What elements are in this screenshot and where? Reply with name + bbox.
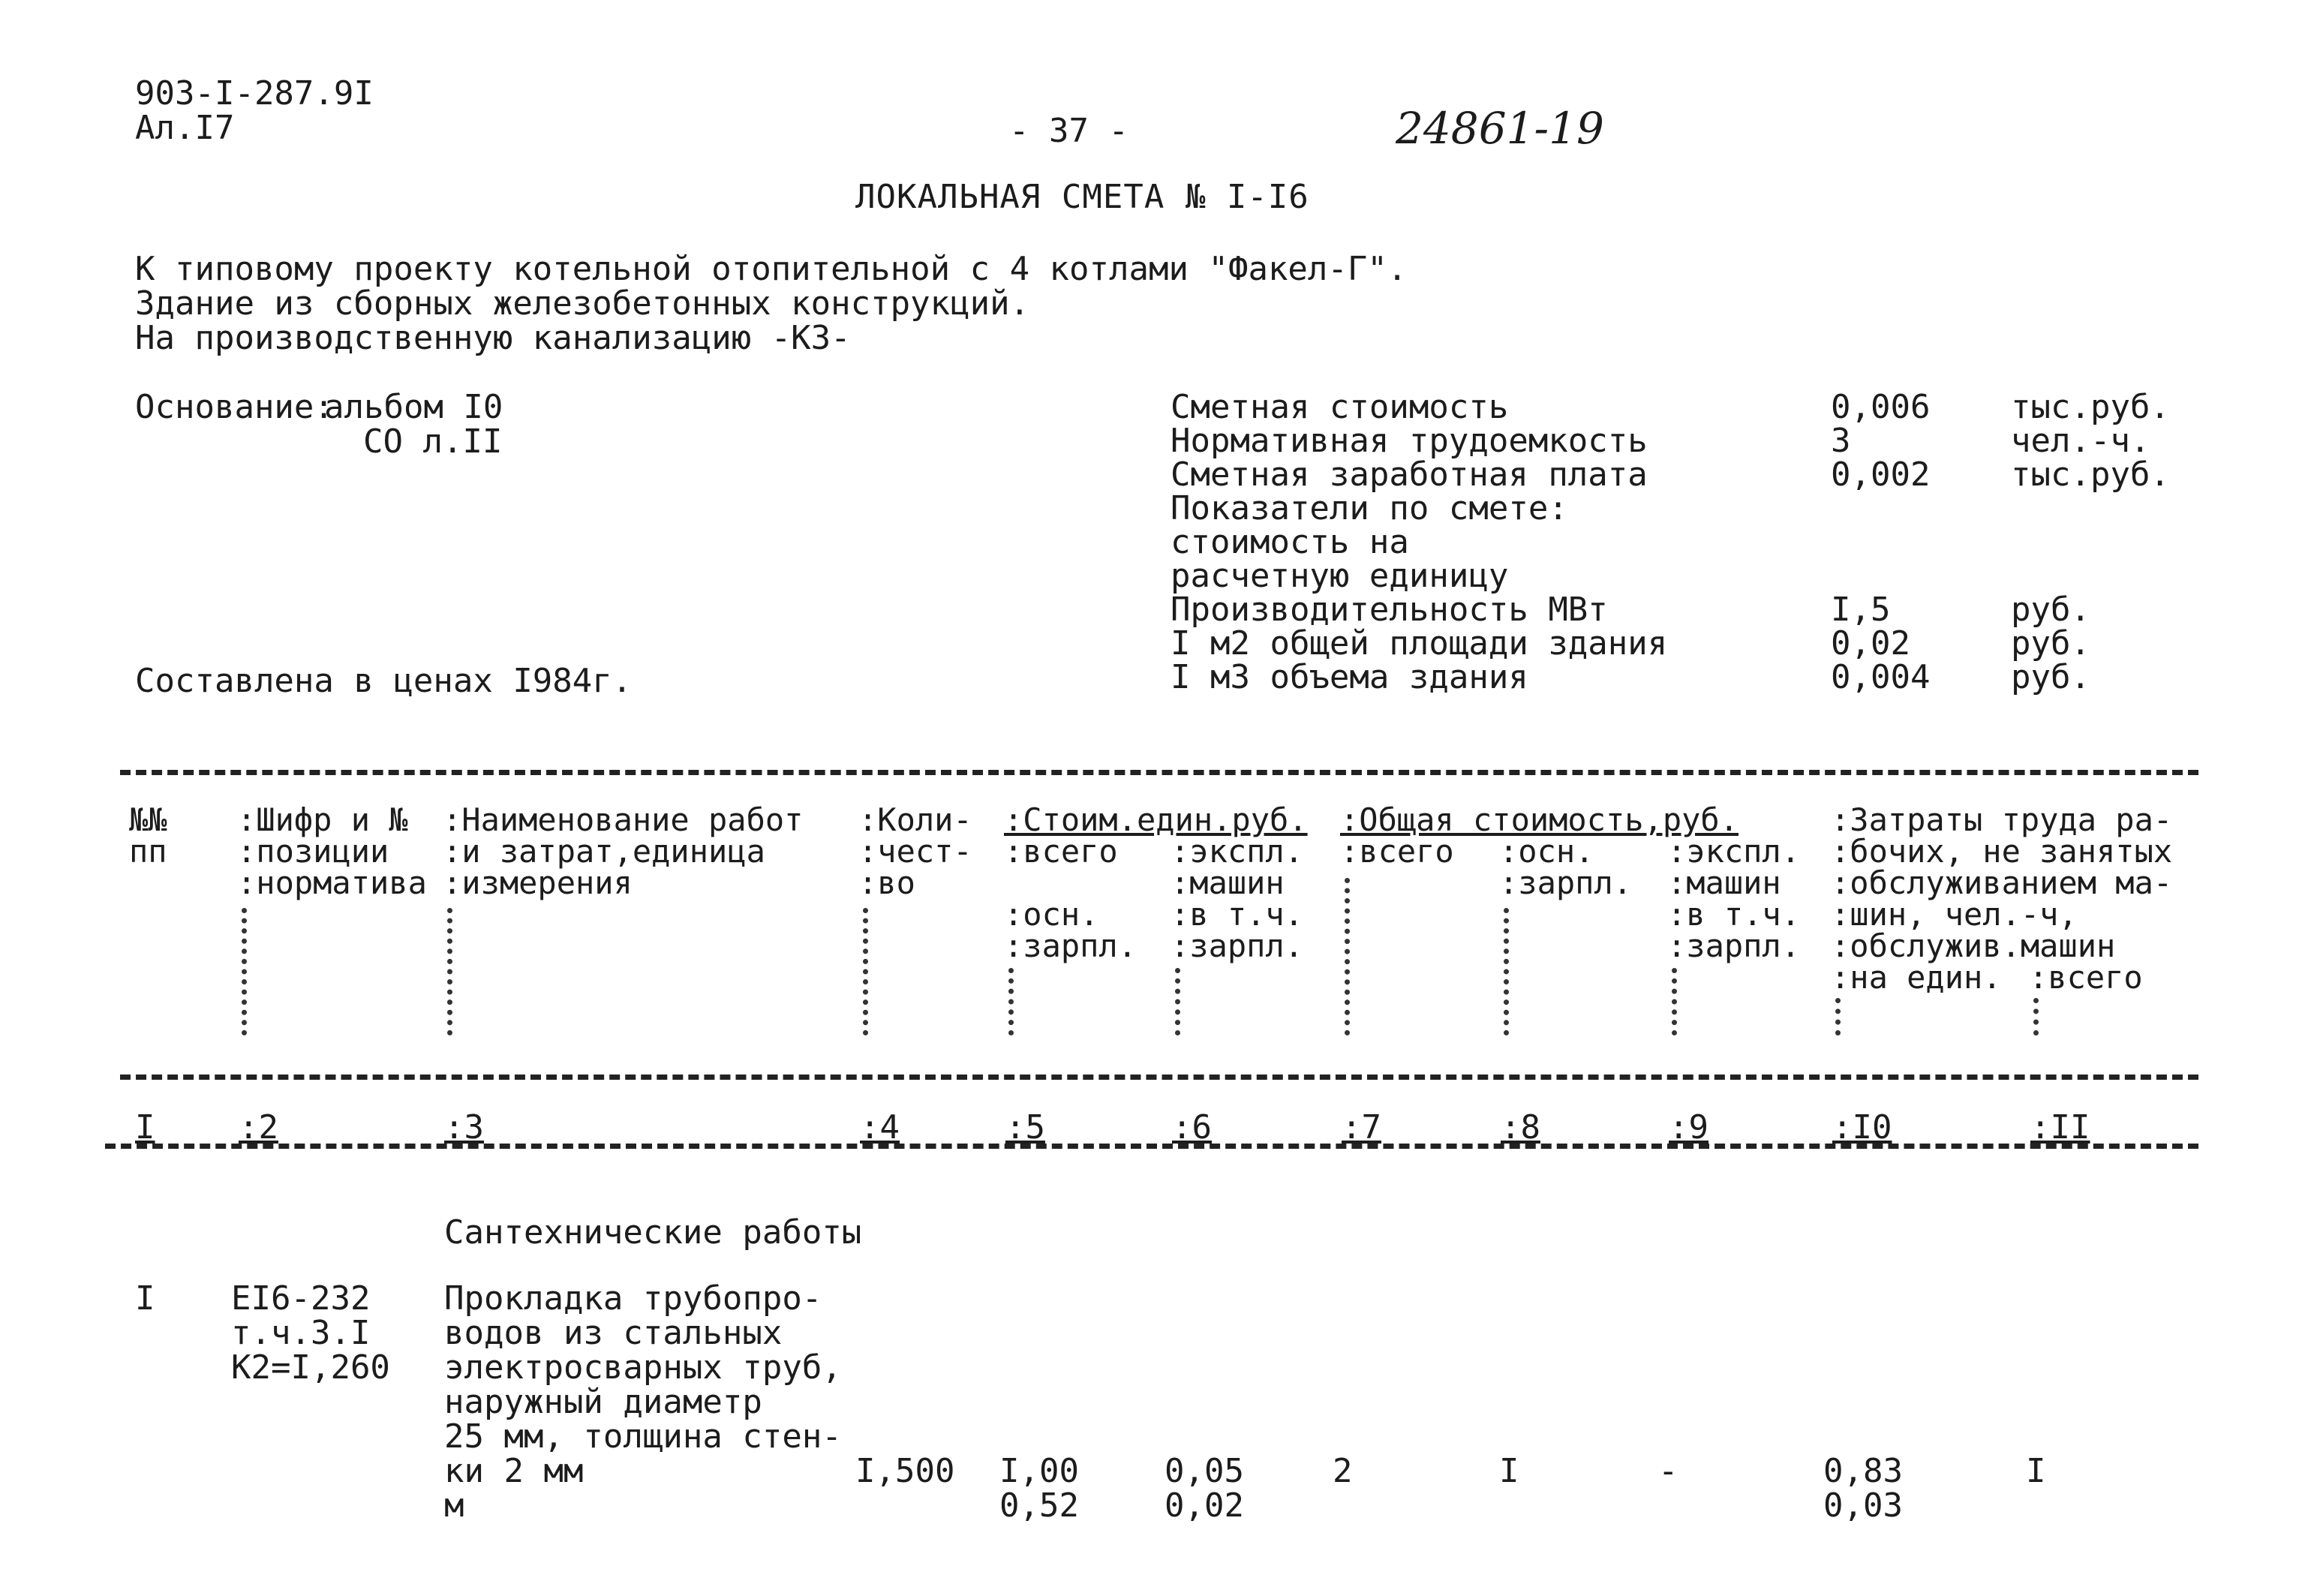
column-number: :I0 xyxy=(1832,1108,1892,1147)
doc-number: 903-I-287.9I xyxy=(135,74,374,113)
row-qty: I,500 xyxy=(855,1452,955,1490)
col-header-qty: :Коли- :чест- :во xyxy=(858,801,972,901)
prices-note: Составлена в ценах I984г. xyxy=(135,662,633,700)
album-number: Ал.I7 xyxy=(135,109,235,147)
column-number: :4 xyxy=(860,1108,900,1147)
summary-label: Показатели по смете: xyxy=(1171,489,1568,527)
column-number: :9 xyxy=(1669,1108,1708,1147)
intro-line: На производственную канализацию -К3- xyxy=(135,319,851,357)
document-title: ЛОКАЛЬНАЯ СМЕТА № I-I6 xyxy=(855,178,1309,216)
column-separator xyxy=(447,908,452,1035)
summary-label: расчетную единицу xyxy=(1171,557,1509,595)
row-total: 2 xyxy=(1333,1452,1353,1490)
summary-value: 0,006 xyxy=(1831,388,1931,426)
column-separator xyxy=(242,908,247,1035)
col-header-number: №№ пп xyxy=(129,801,167,870)
column-separator xyxy=(2033,998,2039,1035)
col-header-unit-total: :всего :осн. :зарпл. xyxy=(1004,833,1137,964)
table-header-bottom-rule xyxy=(120,1075,2198,1080)
summary-label: Сметная стоимость xyxy=(1171,388,1509,426)
row-code-line: т.ч.3.I xyxy=(231,1314,371,1352)
basis-line-1: альбом I0 xyxy=(324,388,503,426)
row-description xyxy=(444,1279,842,1525)
summary-unit: руб. xyxy=(2011,591,2090,629)
summary-label: Производительность МВт xyxy=(1171,591,1608,629)
column-separator xyxy=(1008,968,1014,1035)
summary-value: 0,004 xyxy=(1831,658,1931,696)
column-number: :5 xyxy=(1005,1108,1045,1147)
row-labor-unit: 0,83 xyxy=(1823,1452,1903,1490)
summary-label: I м2 общей площади здания xyxy=(1171,624,1668,663)
summary-labels xyxy=(1171,390,1667,694)
col-header-unit-mach: :экспл. :машин :в т.ч. :зарпл. xyxy=(1171,833,1304,964)
row-number: I xyxy=(135,1279,155,1318)
row-unit-mach-wage: 0,02 xyxy=(1165,1486,1244,1525)
summary-units xyxy=(2011,390,2170,694)
summary-label: I м3 объема здания xyxy=(1171,658,1528,696)
row-description-line: ки 2 мм xyxy=(444,1452,584,1490)
handwritten-number: 24861-19 xyxy=(1396,103,1604,154)
column-separator xyxy=(1175,968,1180,1035)
summary-unit: тыс.руб. xyxy=(2011,388,2170,426)
row-code-line: EI6-232 xyxy=(231,1279,371,1318)
summary-value: 0,02 xyxy=(1831,624,1910,663)
summary-label: Нормативная трудоемкость xyxy=(1171,422,1648,460)
summary-unit: чел.-ч. xyxy=(2011,422,2150,460)
row-total-mach: - xyxy=(1658,1452,1678,1490)
row-unit-total: I,00 xyxy=(999,1452,1079,1490)
col-header-unit-cost: :Стоим.един.руб. xyxy=(1004,801,1308,838)
column-number: :II xyxy=(2030,1108,2090,1147)
row-description-line: электросварных труб, xyxy=(444,1348,842,1387)
column-number: :3 xyxy=(444,1108,484,1147)
row-description-line: Прокладка трубопро- xyxy=(444,1279,822,1318)
row-description-line: наружный диаметр xyxy=(444,1383,762,1421)
summary-values xyxy=(1831,390,1930,694)
column-separator xyxy=(863,908,868,1035)
summary-unit: тыс.руб. xyxy=(2011,455,2170,494)
row-total-wage: I xyxy=(1499,1452,1519,1490)
col-header-labor-total: :всего xyxy=(2029,959,2143,996)
column-number: I xyxy=(135,1108,155,1147)
column-number: :6 xyxy=(1172,1108,1212,1147)
col-header-labor: :Затраты труда ра- :бочих, не занятых :обслуживанием ма- :шин, чел.-ч, :обслужив.машин xyxy=(1831,801,2173,964)
page-number: - 37 - xyxy=(1009,112,1128,150)
row-code-line: К2=I,260 xyxy=(231,1348,390,1387)
row-labor-total: I xyxy=(2026,1452,2046,1490)
col-header-total-mach: :экспл. :машин :в т.ч. :зарпл. xyxy=(1667,833,1801,964)
section-title: Сантехнические работы xyxy=(444,1213,862,1252)
row-unit-wage: 0,52 xyxy=(999,1486,1079,1525)
table-top-rule xyxy=(120,770,2198,775)
summary-value: 0,002 xyxy=(1831,455,1931,494)
column-separator xyxy=(1835,998,1841,1035)
column-number: :7 xyxy=(1342,1108,1381,1147)
summary-value: 3 xyxy=(1831,422,1851,460)
summary-label: стоимость на xyxy=(1171,523,1409,561)
row-description-line: м xyxy=(444,1486,464,1525)
intro-text xyxy=(135,252,1407,356)
column-separator xyxy=(1345,878,1350,1035)
summary-value: I,5 xyxy=(1831,591,1891,629)
summary-unit: руб. xyxy=(2011,624,2090,663)
column-separator xyxy=(1672,968,1677,1035)
col-header-code: :Шифр и № :позиции :норматива xyxy=(237,801,427,901)
summary-unit: руб. xyxy=(2011,658,2090,696)
column-number: :2 xyxy=(239,1108,278,1147)
basis-label: Основание: xyxy=(135,388,334,426)
summary-label: Сметная заработная плата xyxy=(1171,455,1648,494)
col-header-name: :Наименование работ :и затрат,единица :измерения xyxy=(443,801,804,901)
column-number: :8 xyxy=(1501,1108,1540,1147)
column-separator xyxy=(1504,908,1509,1035)
intro-line: Здание из сборных железобетонных конструкций. xyxy=(135,284,1030,323)
row-code xyxy=(231,1279,390,1387)
row-labor-unit-2: 0,03 xyxy=(1823,1486,1903,1525)
col-header-labor-unit: :на един. xyxy=(1831,959,2002,996)
basis-line-2: СО л.II xyxy=(363,422,503,461)
col-header-total-wage: :осн. :зарпл. xyxy=(1499,833,1633,901)
row-description-line: водов из стальных xyxy=(444,1314,783,1352)
row-unit-mach: 0,05 xyxy=(1165,1452,1244,1490)
col-header-total-cost: :Общая стоимость,руб. xyxy=(1340,801,1739,838)
intro-line: К типовому проекту котельной отопительной с 4 котлами "Факел-Г". xyxy=(135,250,1408,288)
col-header-total: :всего xyxy=(1340,833,1454,870)
row-description-line: 25 мм, толщина стен- xyxy=(444,1417,842,1456)
